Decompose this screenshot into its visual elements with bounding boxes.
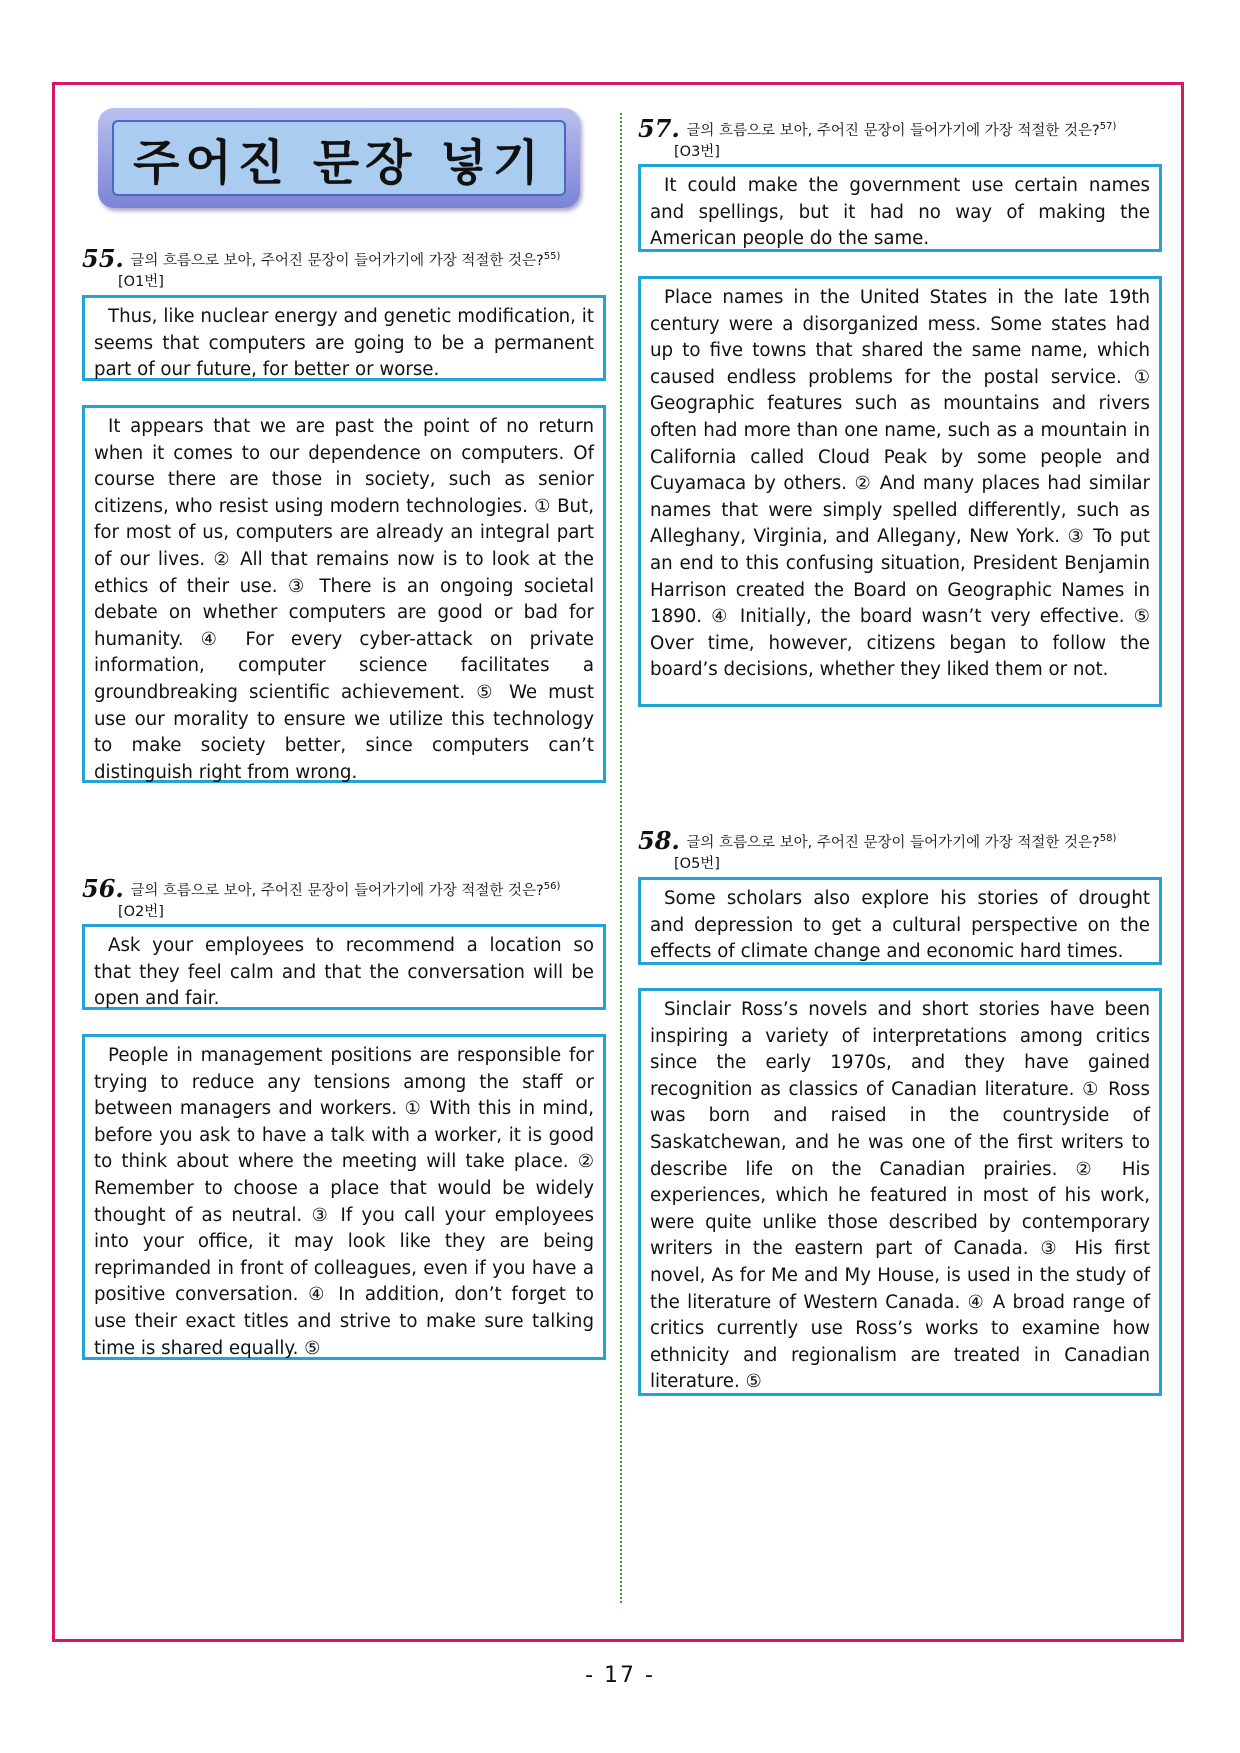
passage-text: It appears that we are past the point of no return when it comes to our dependence on computers. Of course there are those in society, such as senior citizens, who resist using modern technologies. ① But, for most of us, computers are already an integral part of our lives. ② All that remains now is to look at the ethics of their use. ③ There is an ongoing societal debate on whether computers are good or bad for humanity. ④ For every cyber-attack on private information, computer science facilitates a groundbreaking scientific achievement. ⑤ We must use our morality to ensure we utilize this technology to make society better, since computers can’t distinguish right from wrong. [94,416,594,783]
question-number: 58. [638,825,680,855]
footnote-mark: 57) [1099,121,1117,132]
given-sentence: It could make the government use certain names and spellings, but it had no way of making the American people do the same. [650,175,1150,250]
column-divider [620,113,622,1603]
question-prompt: 글의 흐름으로 보아, 주어진 문장이 들어가기에 가장 적절한 것은? [686,834,1100,851]
footnote-mark: 55) [543,251,561,262]
question-code: [O3번] [674,143,720,160]
section-title: 주어진 문장 넣기 [133,134,545,191]
given-sentence: Ask your employees to recommend a location so that they feel calm and that the conversation will be open and fair. [94,935,594,1010]
question-57-passage-box [638,276,1162,707]
given-sentence: Some scholars also explore his stories of drought and depression to get a cultural perspective on the effects of climate change and economic hard times. [650,888,1150,963]
question-57-header [638,113,1117,163]
question-56-given-box [82,924,606,1010]
question-56-passage-box [82,1034,606,1360]
question-prompt: 글의 흐름으로 보아, 주어진 문장이 들어가기에 가장 적절한 것은? [686,122,1100,139]
question-number: 57. [638,113,680,143]
question-number: 55. [82,243,124,273]
question-55-given-box [82,295,606,381]
question-55-header [82,243,561,293]
question-58-given-box [638,877,1162,965]
footnote-mark: 58) [1099,833,1117,844]
question-prompt: 글의 흐름으로 보아, 주어진 문장이 들어가기에 가장 적절한 것은? [130,882,544,899]
page-number: - 17 - [585,1663,655,1688]
footnote-mark: 56) [543,881,561,892]
question-58-header [638,825,1117,875]
question-code: [O2번] [118,903,164,920]
question-code: [O5번] [674,855,720,872]
question-55-passage-box [82,405,606,783]
question-56-header [82,873,561,923]
section-title-badge [98,108,580,208]
question-number: 56. [82,873,124,903]
passage-text: Sinclair Ross’s novels and short stories have been inspiring a variety of interpretations among critics since the early 1970s, and they have gained recognition as classics of Canadian literature. ① Ross was born and raised in the countryside of Saskatchewan, and he was one of the first writers to describe life on the Canadian prairies. ② His experiences, which he featured in most of his work, were quite unlike those described by contemporary writers in the eastern part of Canada. ③ His first novel, As for Me and My House, is used in the study of the literature of Western Canada. ④ A broad range of critics currently use Ross’s works to examine how ethnicity and regionalism are treated in Canadian literature. ⑤ [650,999,1150,1393]
question-58-passage-box [638,988,1162,1396]
question-57-given-box [638,164,1162,252]
question-prompt: 글의 흐름으로 보아, 주어진 문장이 들어가기에 가장 적절한 것은? [130,252,544,269]
passage-text: Place names in the United States in the late 19th century were a disorganized mess. Some states had up to five towns that shared the same name, which caused endless problems for the postal service. ① Geographic features such as mountains and rivers often had more than one name, such as a mountain in California called Cloud Peak by some people and Cuyamaca by others. ② And many places had similar names that were simply spelled differently, such as Alleghany, Virginia, and Allegany, New York. ③ To put an end to this confusing situation, President Benjamin Harrison created the Board on Geographic Names in 1890. ④ Initially, the board wasn’t very effective. ⑤ Over time, however, citizens began to follow the board’s decisions, whether they liked them or not. [650,287,1150,681]
given-sentence: Thus, like nuclear energy and genetic modification, it seems that computers are going to be a permanent part of our future, for better or worse. [94,306,594,381]
question-code: [O1번] [118,273,164,290]
section-title-inner [112,120,566,196]
passage-text: People in management positions are responsible for trying to reduce any tensions among the staff or between managers and workers. ① With this in mind, before you ask to have a talk with a worker, it is good to think about where the meeting will take place. ② Remember to choose a place that would be widely thought of as neutral. ③ If you call your employees into your office, it may look like they are being reprimanded in front of colleagues, even if you have a positive conversation. ④ In addition, don’t forget to use their exact titles and strive to make sure talking time is shared equally. ⑤ [94,1045,594,1359]
